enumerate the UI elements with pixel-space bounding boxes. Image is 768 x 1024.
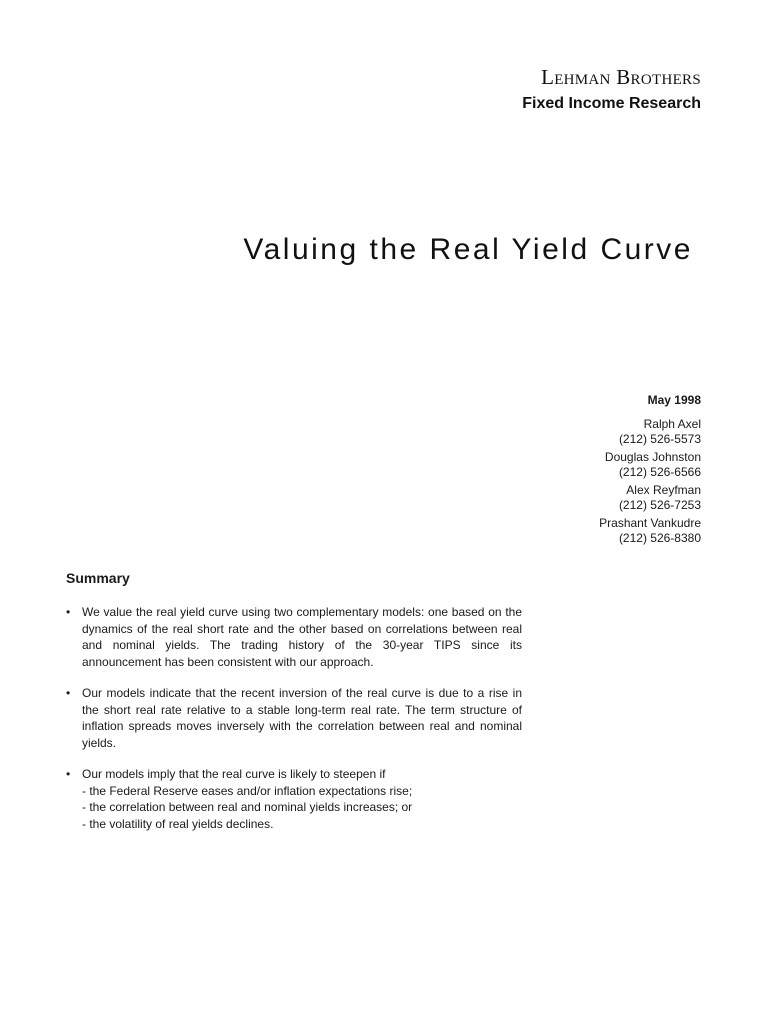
bullet-marker: • <box>66 767 71 781</box>
author-phone: (212) 526-6566 <box>618 465 701 479</box>
author-phone: (212) 526-7253 <box>618 498 701 512</box>
author-block <box>599 417 701 447</box>
author-phone: (212) 526-8380 <box>618 531 701 545</box>
summary-section <box>66 569 522 847</box>
summary-bullet <box>66 685 522 751</box>
bullet-marker: • <box>66 605 71 619</box>
department-name: Fixed Income Research <box>522 95 701 112</box>
document-title: Valuing the Real Yield Curve <box>243 233 693 266</box>
bullet-line: - the volatility of real yields declines. <box>82 816 274 831</box>
document-meta <box>599 393 701 549</box>
author-name: Ralph Axel <box>643 417 701 431</box>
bullet-marker: • <box>66 686 71 700</box>
author-name: Prashant Vankudre <box>599 516 701 530</box>
author-block <box>599 516 701 546</box>
company-header <box>522 64 701 114</box>
author-name: Douglas Johnston <box>604 450 701 464</box>
author-block <box>599 483 701 513</box>
summary-bullet <box>66 604 522 670</box>
bullet-text: Our models indicate that the recent inversion of the real curve is due to a rise in the short real rate relative to a stable long-term real rate. The term structure of inflation spreads moves inversely with the correlation between real and nominal yields. <box>82 686 522 750</box>
bullet-line: - the Federal Reserve eases and/or inflation expectations rise; <box>82 783 413 798</box>
author-phone: (212) 526-5573 <box>618 432 701 446</box>
author-name: Alex Reyfman <box>626 483 701 497</box>
summary-heading: Summary <box>66 570 130 586</box>
bullet-line: Our models imply that the real curve is likely to steepen if <box>82 767 386 781</box>
bullet-text: We value the real yield curve using two complementary models: one based on the dynamics of the real short rate and the other based on correlations between real and nominal yields. The trading history of the 30-year TIPS since its announcement has been consistent with our approach. <box>82 605 522 669</box>
author-block <box>599 450 701 480</box>
bullet-text <box>82 766 522 832</box>
publication-date: May 1998 <box>647 393 701 407</box>
summary-bullet <box>66 766 522 832</box>
bullet-line: - the correlation between real and nominal yields increases; or <box>82 800 413 814</box>
company-logo-text: Lehman Brothers <box>541 65 701 89</box>
